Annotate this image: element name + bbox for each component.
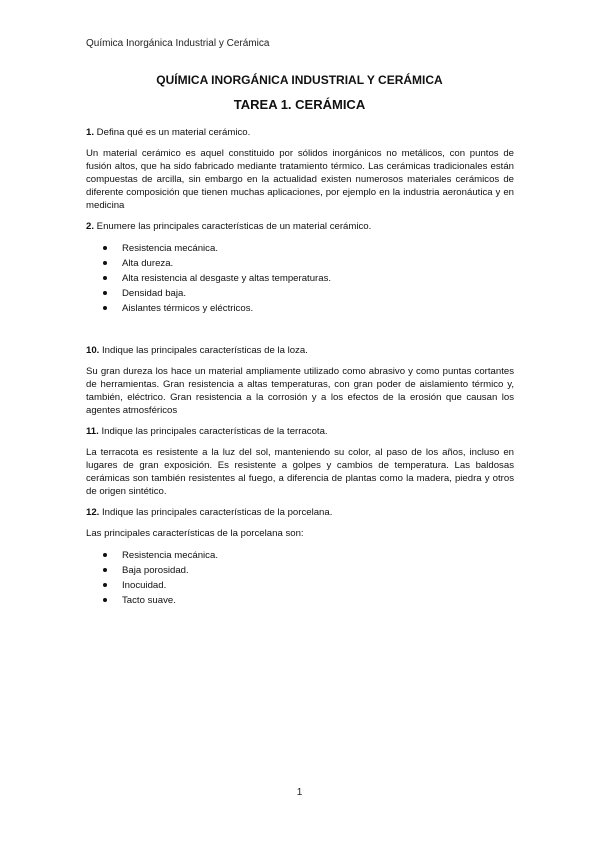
question-text: Defina qué es un material cerámico. xyxy=(94,127,251,138)
question-11 xyxy=(86,425,514,438)
answer-1: Un material cerámico es aquel constituido por sólidos inorgánicos no metálicos, con puntos de fusión altos, que ha sido fabricado mediante tratamiento térmico. Las cerámicas tradicionales están compuestas de arcilla, sin embargo en la actualidad existen numerosos materiales cerámicos de diferente composición que tienen muchas aplicaciones, por ejemplo en la industria aeronáutica y en medicina xyxy=(86,148,514,211)
spacer xyxy=(86,324,514,344)
answer-12-intro: Las principales características de la porcelana son: xyxy=(86,528,304,539)
list-item: Aislantes térmicos y eléctricos. xyxy=(103,301,514,316)
question-number: 12. xyxy=(86,507,100,518)
bullet-icon xyxy=(103,598,107,602)
question-10 xyxy=(86,344,514,357)
answer-10: Su gran dureza los hace un material ampliamente utilizado como abrasivo y como puntas cortantes de herramientas. Gran resistencia a altas temperaturas, con gran poder de aislamiento térmico y, también, eléctrico. Gran resistencia a la corrosión y a los efectos de la erosión que causan los agentes atmosféricos xyxy=(86,366,514,416)
question-number: 2. xyxy=(86,221,95,232)
question-text: Indique las principales características de la porcelana. xyxy=(99,507,333,518)
porcelain-characteristics-list xyxy=(86,548,514,608)
bullet-icon xyxy=(103,583,107,587)
list-item: Tacto suave. xyxy=(103,593,514,608)
question-2 xyxy=(86,220,514,233)
bullet-icon xyxy=(103,291,107,295)
list-item: Inocuidad. xyxy=(103,578,514,593)
list-item: Alta resistencia al desgaste y altas temperaturas. xyxy=(103,271,514,286)
list-item: Baja porosidad. xyxy=(103,563,514,578)
list-item: Resistencia mecánica. xyxy=(103,241,514,256)
characteristics-list xyxy=(86,241,514,316)
document-title: QUÍMICA INORGÁNICA INDUSTRIAL Y CERÁMICA xyxy=(156,73,443,87)
bullet-icon xyxy=(103,568,107,572)
question-number: 11. xyxy=(86,426,99,437)
question-text: Enumere las principales características de un material cerámico. xyxy=(94,221,372,232)
question-number: 1. xyxy=(86,127,95,138)
task-title: TAREA 1. CERÁMICA xyxy=(233,97,366,112)
bullet-icon xyxy=(103,261,107,265)
question-text: Indique las principales características de la terracota. xyxy=(98,426,328,437)
list-item: Densidad baja. xyxy=(103,286,514,301)
answer-11: La terracota es resistente a la luz del sol, manteniendo su color, al paso de los años, incluso en lugares de gran exposición. Es resistente a golpes y cambios de temperatura. Las baldosas cerámicas son también resistentes al fuego, a diferencia de plantas como la madera, piedra y otros de origen sintético. xyxy=(86,447,514,497)
bullet-icon xyxy=(103,306,107,310)
document-body xyxy=(86,126,514,616)
list-item: Alta dureza. xyxy=(103,256,514,271)
question-number: 10. xyxy=(86,345,100,356)
page-number: 1 xyxy=(296,787,303,798)
bullet-icon xyxy=(103,246,107,250)
list-item: Resistencia mecánica. xyxy=(103,548,514,563)
running-header: Química Inorgánica Industrial y Cerámica xyxy=(86,38,270,49)
bullet-icon xyxy=(103,276,107,280)
question-1 xyxy=(86,126,514,139)
bullet-icon xyxy=(103,553,107,557)
question-12 xyxy=(86,506,514,519)
question-text: Indique las principales características de la loza. xyxy=(99,345,308,356)
